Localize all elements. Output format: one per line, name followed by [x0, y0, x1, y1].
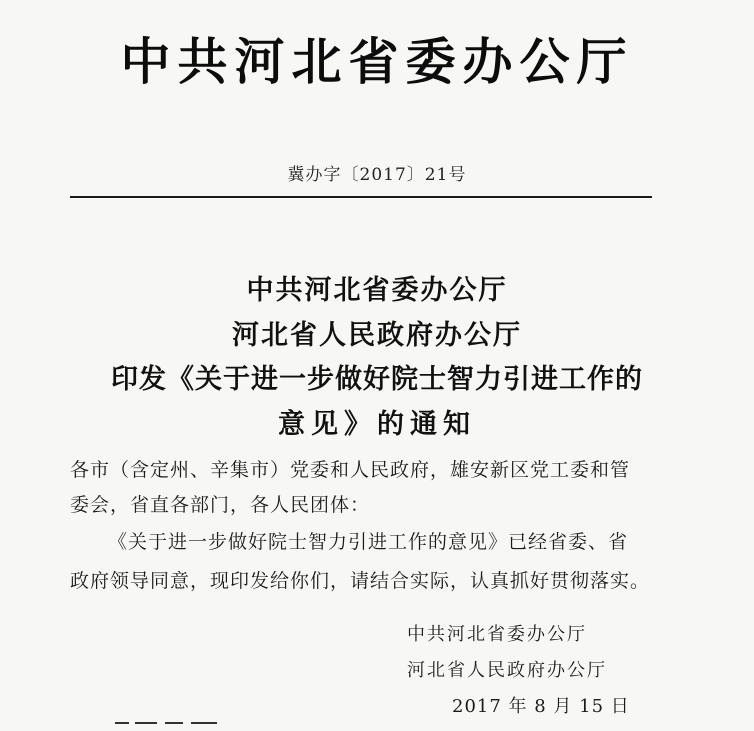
- cropped-glyph: [135, 722, 157, 724]
- signature-date: 2017 年 8 月 15 日: [452, 696, 630, 717]
- cropped-glyph: [115, 722, 129, 724]
- body-text-line-2: 政府领导同意，现印发给你们，请结合实际，认真抓好贯彻落实。: [70, 570, 651, 592]
- addressee-line-1: 各市（含定州、辛集市）党委和人民政府，雄安新区党工委和管: [70, 459, 631, 481]
- signature-org-1: 中共河北省委办公厅: [407, 624, 587, 645]
- title-line-1: 中共河北省委办公厅: [246, 275, 508, 306]
- cropped-glyph: [165, 722, 183, 724]
- cropped-text-fragment: [115, 722, 225, 731]
- title-line-4: 意见》的通知: [278, 409, 476, 440]
- document-number: 冀办字〔2017〕21号: [287, 165, 467, 185]
- issuer-masthead: 中共河北省委办公厅: [120, 33, 634, 91]
- title-line-2: 河北省人民政府办公厅: [232, 320, 522, 351]
- cropped-glyph: [191, 722, 217, 724]
- title-line-3: 印发《关于进一步做好院士智力引进工作的: [111, 364, 643, 395]
- header-divider: [70, 196, 652, 198]
- signature-org-2: 河北省人民政府办公厅: [407, 660, 607, 681]
- addressee-line-2: 委会，省直各部门，各人民团体：: [70, 494, 371, 516]
- body-text-line-1: 《关于进一步做好院士智力引进工作的意见》已经省委、省: [108, 531, 629, 553]
